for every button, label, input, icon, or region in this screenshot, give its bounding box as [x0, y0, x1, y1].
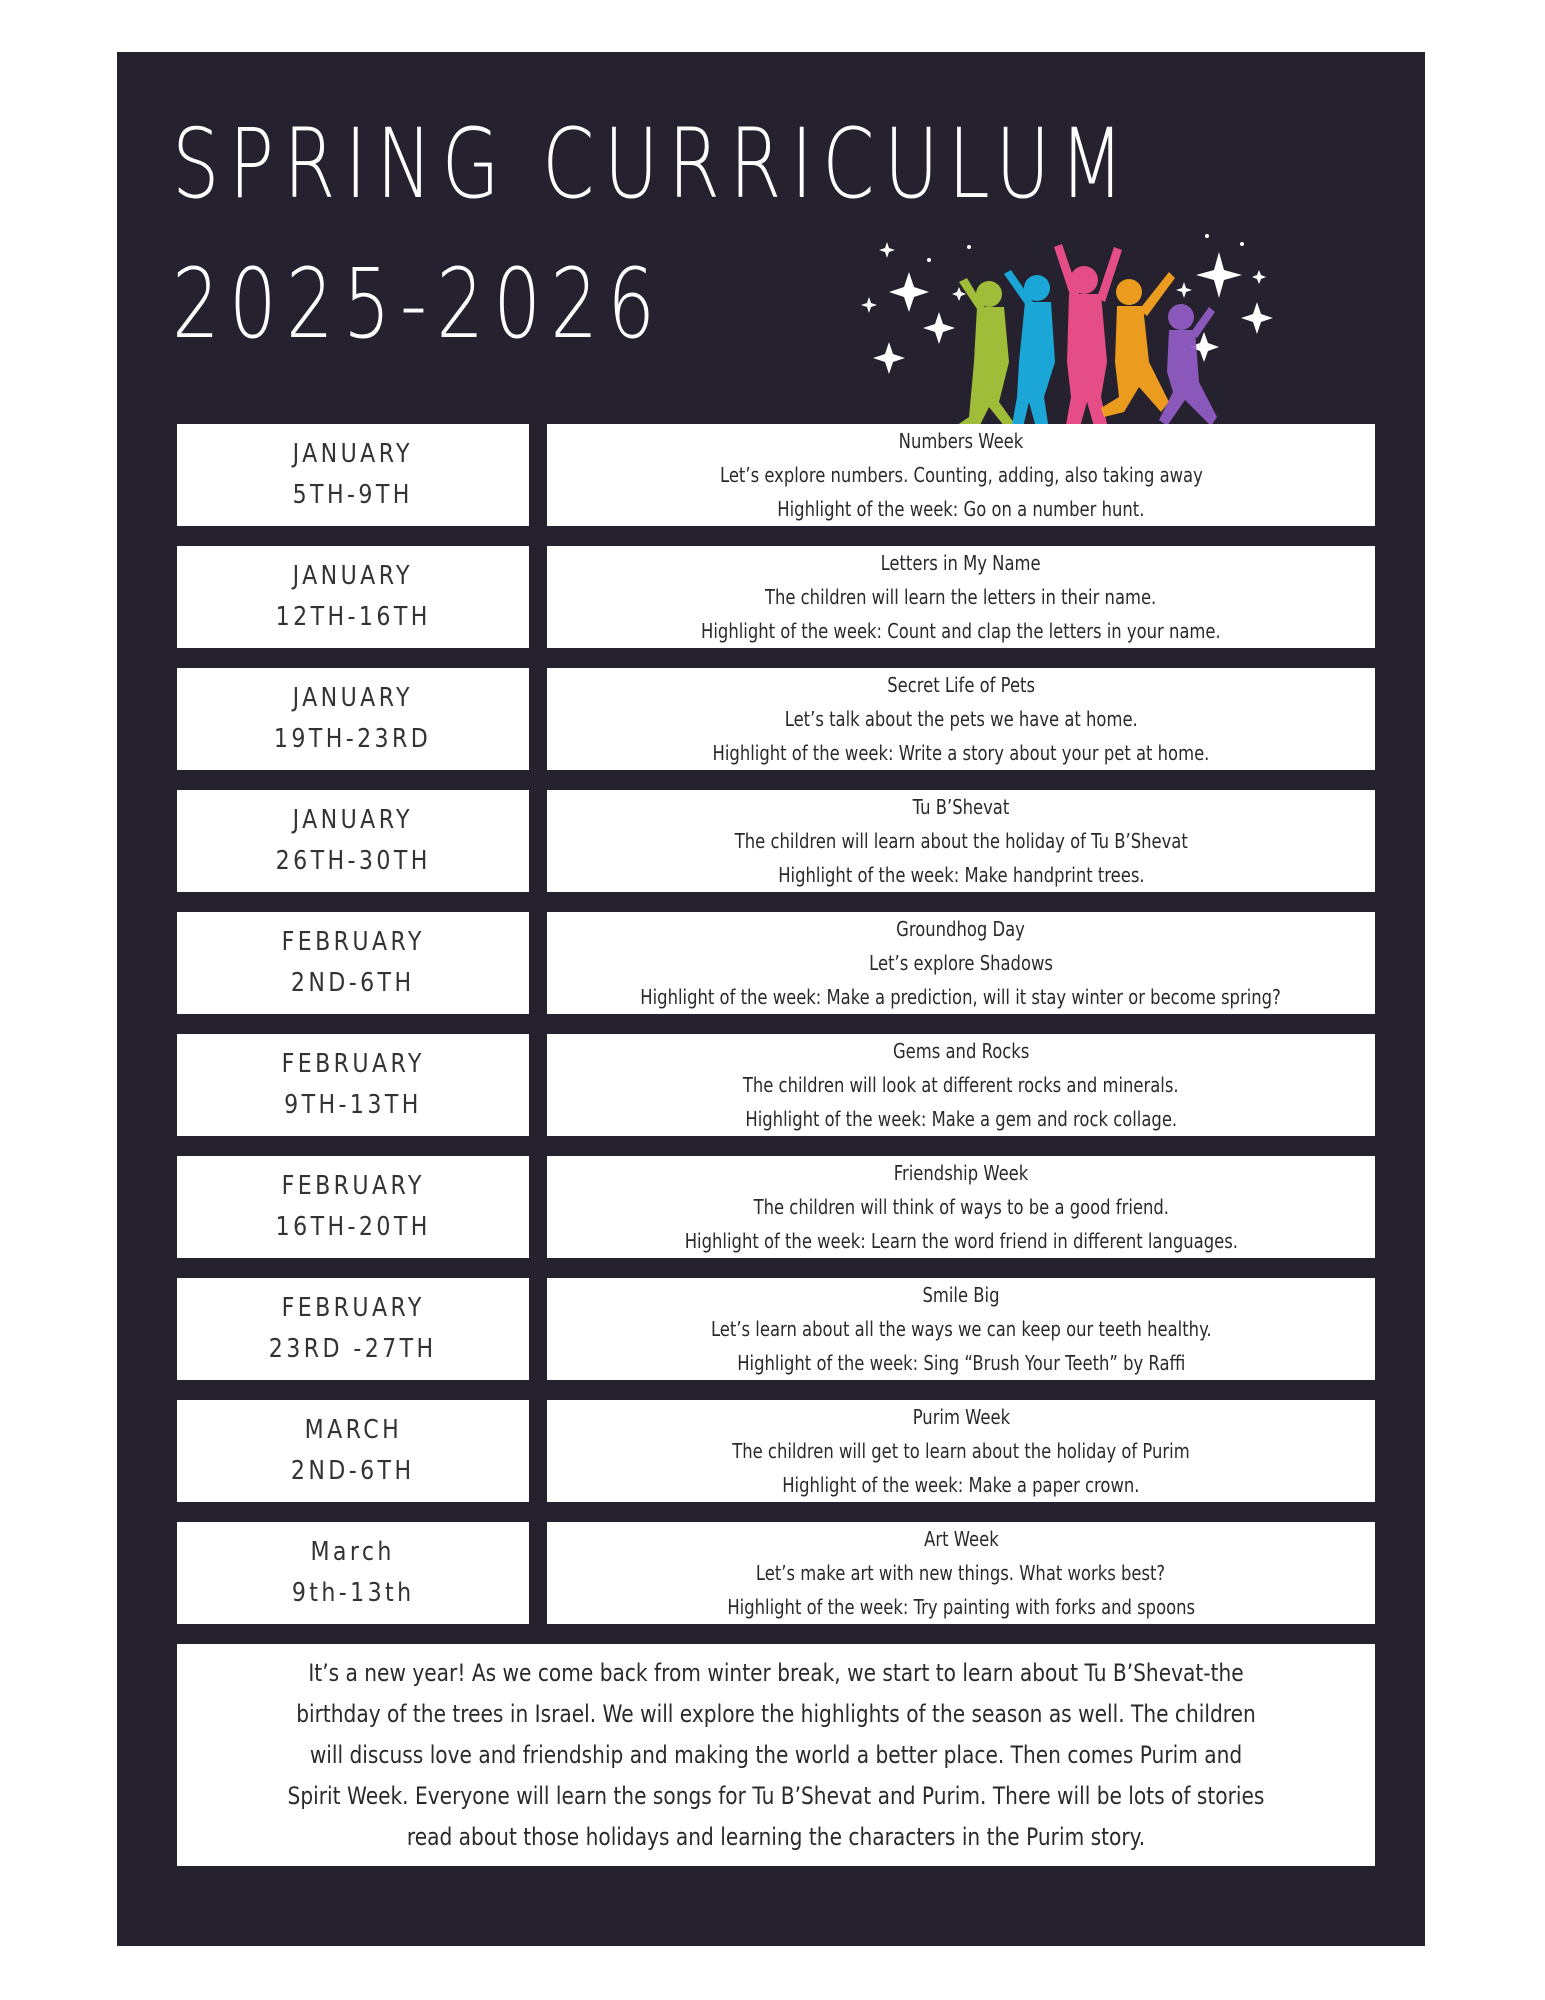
week-description: Let’s learn about all the ways we can keep our teeth healthy. [710, 1317, 1212, 1341]
date-range: 2ND-6TH [291, 1456, 415, 1486]
date-cell [177, 546, 529, 648]
week-description: The children will learn the letters in their name. [765, 585, 1157, 609]
date-month: JANUARY [292, 561, 414, 591]
date-cell [177, 790, 529, 892]
week-row [177, 912, 1375, 1014]
date-cell [177, 1522, 529, 1624]
summary-box [177, 1644, 1375, 1866]
description-cell [547, 424, 1375, 526]
week-highlight: Highlight of the week: Write a story about your pet at home. [712, 741, 1210, 765]
date-cell [177, 912, 529, 1014]
description-cell [547, 546, 1375, 648]
date-cell [177, 424, 529, 526]
week-description: The children will get to learn about the holiday of Purim [732, 1439, 1190, 1463]
page-subtitle-year: 2025-2026 [172, 248, 665, 360]
week-highlight: Highlight of the week: Learn the word friend in different languages. [684, 1229, 1238, 1253]
week-highlight: Highlight of the week: Go on a number hunt. [777, 497, 1145, 521]
description-cell [547, 668, 1375, 770]
date-range: 9th-13th [291, 1578, 415, 1608]
week-highlight: Highlight of the week: Try painting with forks and spoons [727, 1595, 1195, 1619]
week-theme: Letters in My Name [880, 551, 1041, 575]
week-highlight: Highlight of the week: Sing “Brush Your Teeth” by Raffi [736, 1351, 1186, 1375]
week-theme: Gems and Rocks [892, 1039, 1030, 1063]
week-highlight: Highlight of the week: Make a gem and rock collage. [745, 1107, 1177, 1131]
sparkle-star-icon [1252, 270, 1266, 284]
week-description: Let’s explore numbers. Counting, adding, also taking away [719, 463, 1203, 487]
description-cell [547, 912, 1375, 1014]
date-month: JANUARY [292, 439, 414, 469]
week-description: Let’s explore Shadows [869, 951, 1053, 975]
date-range: 26TH-30TH [275, 846, 431, 876]
purple-silhouette [1159, 304, 1217, 426]
date-cell [177, 1156, 529, 1258]
date-month: JANUARY [292, 683, 414, 713]
date-range: 16TH-20TH [275, 1212, 431, 1242]
date-range: 9TH-13TH [284, 1090, 422, 1120]
week-description: Let’s make art with new things. What works best? [756, 1561, 1166, 1585]
week-theme: Art Week [923, 1527, 999, 1551]
description-cell [547, 1278, 1375, 1380]
week-highlight: Highlight of the week: Make a paper crown. [782, 1473, 1140, 1497]
week-row [177, 546, 1375, 648]
date-month: March [310, 1537, 396, 1567]
week-theme: Tu B’Shevat [912, 795, 1010, 819]
child-silhouettes [944, 244, 1217, 446]
week-description: The children will think of ways to be a good friend. [753, 1195, 1169, 1219]
week-row [177, 1522, 1375, 1624]
week-description: Let’s talk about the pets we have at home. [784, 707, 1138, 731]
date-range: 19TH-23RD [274, 724, 432, 754]
date-month: FEBRUARY [281, 1293, 425, 1323]
week-highlight: Highlight of the week: Count and clap the letters in your name. [701, 619, 1221, 643]
sparkle-star-icon [923, 312, 955, 344]
week-row [177, 424, 1375, 526]
week-row [177, 1400, 1375, 1502]
poster [117, 52, 1425, 1946]
sparkle-star-icon [879, 242, 895, 258]
date-range: 12TH-16TH [275, 602, 431, 632]
date-cell [177, 1400, 529, 1502]
week-highlight: Highlight of the week: Make handprint trees. [777, 863, 1145, 887]
date-month: FEBRUARY [281, 927, 425, 957]
date-range: 2ND-6TH [291, 968, 415, 998]
page-title: SPRING CURRICULUM [172, 108, 1134, 220]
date-range: 5TH-9TH [292, 480, 414, 510]
week-row [177, 1156, 1375, 1258]
sparkle-star-icons [861, 234, 1273, 374]
week-theme: Purim Week [912, 1405, 1010, 1429]
week-theme: Numbers Week [898, 429, 1024, 453]
sparkle-star-icon [861, 297, 877, 313]
week-theme: Groundhog Day [896, 917, 1026, 941]
summary-text: It’s a new year! As we come back from winter break, we start to learn about Tu B’Shevat-the birthday of the trees in Israel. We will explore the highlights of the season as well. The children will discuss love and friendship and making the world a better place. Then comes Purim and Spirit Week. Everyone will learn the songs for Tu B’Shevat and Purim. There will be lots of stories read about those holidays and learning the characters in the Purim story. [287, 1658, 1265, 1851]
sparkle-star-icon [1176, 282, 1192, 298]
date-cell [177, 1034, 529, 1136]
week-theme: Secret Life of Pets [887, 673, 1035, 697]
date-month: MARCH [304, 1415, 402, 1445]
week-row [177, 790, 1375, 892]
sparkle-star-icon [1196, 252, 1242, 298]
green-silhouette [944, 278, 1017, 442]
description-cell [547, 790, 1375, 892]
week-theme: Friendship Week [893, 1161, 1029, 1185]
week-description: The children will look at different rocks and minerals. [743, 1073, 1179, 1097]
date-range: 23RD -27TH [269, 1334, 437, 1364]
description-cell [547, 1034, 1375, 1136]
date-cell [177, 1278, 529, 1380]
week-row [177, 668, 1375, 770]
date-month: JANUARY [292, 805, 414, 835]
description-cell [547, 1156, 1375, 1258]
week-row [177, 1278, 1375, 1380]
orange-silhouette [1101, 272, 1175, 417]
description-cell [547, 1522, 1375, 1624]
description-cell [547, 1400, 1375, 1502]
week-theme: Smile Big [922, 1283, 1000, 1307]
week-description: The children will learn about the holiday of Tu B’Shevat [734, 829, 1188, 853]
date-month: FEBRUARY [281, 1171, 425, 1201]
week-highlight: Highlight of the week: Make a prediction, will it stay winter or become spring? [640, 985, 1282, 1009]
date-month: FEBRUARY [281, 1049, 425, 1079]
sparkle-star-icon [889, 272, 929, 312]
date-cell [177, 668, 529, 770]
sparkle-star-icon [873, 342, 905, 374]
sparkle-star-icon [1241, 302, 1273, 334]
week-row [177, 1034, 1375, 1136]
